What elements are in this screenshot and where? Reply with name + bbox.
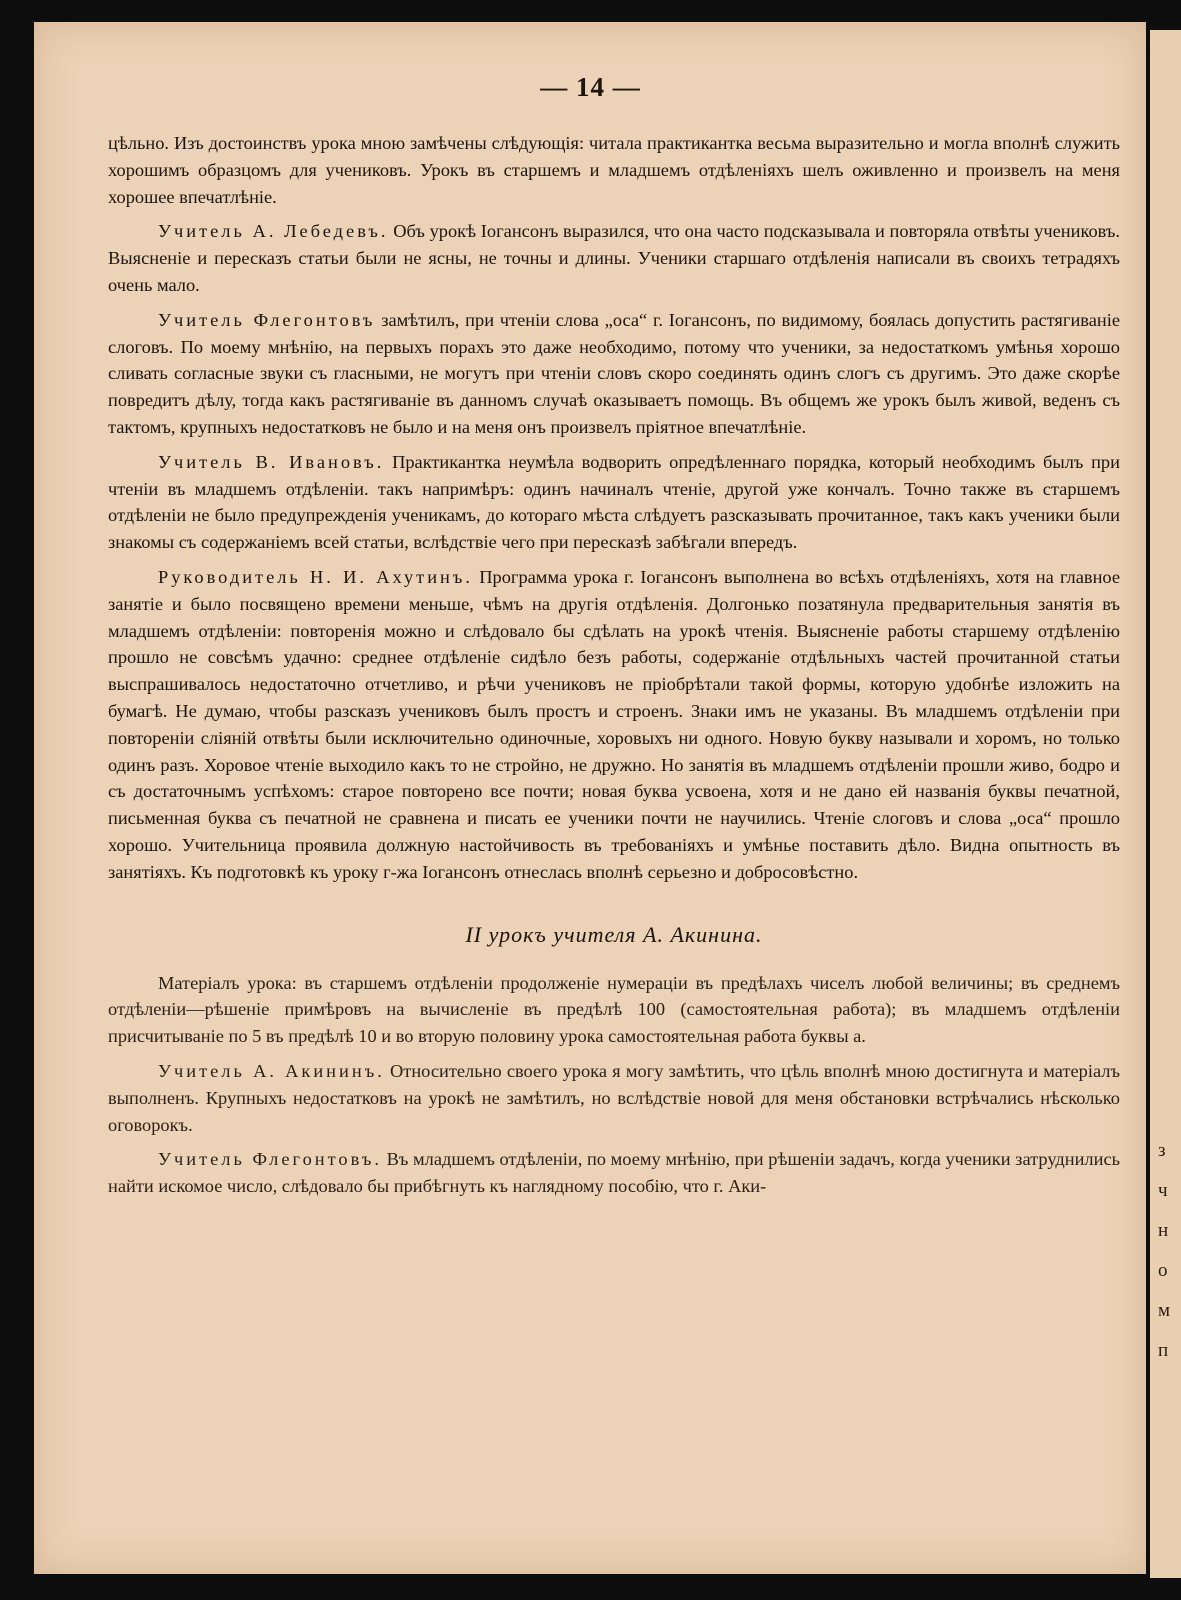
paragraph — [108, 1058, 1120, 1138]
adjacent-page-edge — [1150, 30, 1181, 1578]
edge-letter: з — [1158, 1140, 1166, 1161]
paragraph — [108, 1146, 1120, 1200]
paragraph — [108, 307, 1120, 441]
paragraph-text: Относительно своего урока я могу замѣтить, что цѣль вполнѣ мною достигнута и матеріалъ выполненъ. Крупныхъ недостатковъ на урокѣ не замѣтилъ, но вслѣдствіе новой для меня обстановки встрѣчались нѣсколько оговорокъ. — [108, 1060, 1120, 1135]
speaker-name: Учитель В. Ивановъ. — [158, 451, 385, 472]
section-body — [108, 970, 1120, 1200]
speaker-name: Учитель А. Акининъ. — [158, 1060, 385, 1081]
paragraph-text: цѣльно. Изъ достоинствъ урока мною замѣчены слѣдующія: читала практикантка весьма выразительно и могла вполнѣ служить хорошимъ образцомъ для учениковъ. Урокъ въ старшемъ и младшемъ отдѣленіяхъ шелъ оживленно и произвелъ на меня хорошее впечатлѣніе. — [108, 133, 1120, 207]
paragraph — [108, 130, 1120, 210]
edge-letter: о — [1158, 1260, 1168, 1281]
page-number: — 14 — — [540, 72, 641, 102]
page-body — [108, 130, 1120, 1208]
edge-letter: ч — [1158, 1180, 1168, 1201]
speaker-name: Учитель Флегонтовъ — [158, 309, 376, 330]
paragraph — [108, 218, 1120, 298]
edge-letter: м — [1158, 1300, 1171, 1321]
speaker-name: Учитель А. Лебедевъ. — [158, 221, 389, 242]
speaker-name: Учитель Флегонтовъ. — [158, 1149, 382, 1170]
edge-letter: н — [1158, 1220, 1169, 1241]
paragraph-text: Программа урока г. Іогансонъ выполнена во всѣхъ отдѣленіяхъ, хотя на главное занятіе и было посвящено времени меньше, чѣмъ на другія отдѣленія. Долгонько позатянула предварительныя занятія въ младшемъ отдѣленіи: повторенія можно и слѣдовало бы сдѣлать на урокѣ чтенія. Выясненіе работы старшему отдѣленію прошло не совсѣмъ удачно: среднее отдѣленіе сидѣло безъ работы, содержаніе отдѣльныхъ частей прочитанной статьи выспрашивалось недостаточно отчетливо, и рѣчи учениковъ не пріобрѣтали такой формы, которую удобнѣе изложить на бумагѣ. Не думаю, чтобы разсказъ учениковъ былъ простъ и строенъ. Знаки имъ не указаны. Въ младшемъ отдѣленіи при повтореніи сліяній отвѣты были исключительно одиночные, хоровыхъ ни одного. Новую букву называли и хоромъ, но только одинъ разъ. Хоровое чтеніе выходило какъ то не стройно, не дружно. Но занятія въ младшемъ отдѣленіи прошли живо, бодро и съ достаточнымъ успѣхомъ: старое повторено все почти; новая буква усвоена, хотя и не дано ей названія буквы печатной, письменная буква съ печатной не сравнена и писать ее ученики почти не научились. Чтеніе слоговъ и слова „оса“ прошло хорошо. Учительница проявила должную настойчивость въ требованіяхъ и умѣнье поставить дѣло. Видна опытность въ занятіяхъ. Къ подготовкѣ къ уроку г-жа Іогансонъ отнеслась вполнѣ серьезно и добросовѣстно. — [108, 566, 1121, 882]
paragraph — [108, 970, 1120, 1050]
paragraph-text: Матеріалъ урока: въ старшемъ отдѣленіи продолженіе нумераціи въ предѣлахъ чиселъ любой величины; въ среднемъ отдѣленіи—рѣшеніе примѣровъ на вычисленіе въ предѣлѣ 100 (самостоятельная работа); въ младшемъ отдѣленіи присчитываніе по 5 въ предѣлѣ 10 и во вторую половину урока самостоятельная работа буквы а. — [108, 972, 1120, 1047]
speaker-name: Руководитель Н. И. Ахутинъ. — [158, 566, 474, 587]
paragraph — [108, 564, 1120, 886]
paragraph-text: замѣтилъ, при чтеніи слова „оса“ г. Іогансонъ, по видимому, боялась допустить растягиваніе слоговъ. По моему мнѣнію, на первыхъ порахъ это даже необходимо, потому что ученики, за недостаткомъ умѣнья хорошо сливать согласные звуки съ гласными, не могутъ при чтеніи словъ скоро соединять одинъ слогъ съ другимъ. Это даже скорѣе повредитъ дѣлу, тогда какъ растягиваніе въ данномъ случаѣ оказываетъ помощь. Въ общемъ же урокъ былъ живой, веденъ съ тактомъ, крупныхъ недостатковъ не было и на меня онъ произвелъ пріятное впечатлѣніе. — [108, 309, 1120, 437]
section-heading: II урокъ учителя А. Акинина. — [465, 921, 763, 947]
paragraph — [108, 449, 1120, 556]
paragraph-text: Объ урокѣ Іогансонъ выразился, что она часто подсказывала и повторяла отвѣты учениковъ. Выясненіе и пересказъ статьи были не ясны, не точны и длины. Ученики старшаго отдѣленія написали въ своихъ тетрадяхъ очень мало. — [108, 221, 1120, 295]
edge-letter: п — [1158, 1340, 1169, 1361]
paragraph-text: Практикантка неумѣла водворить опредѣленнаго порядка, который необходимъ былъ при чтеніи въ младшемъ отдѣленіи. такъ напримѣръ: одинъ начиналъ чтеніе, другой уже кончалъ. Точно также въ старшемъ отдѣленіи не было предупрежденія ученикамъ, до котораго мѣста слѣдуетъ разсказывать прочитанное, такъ какъ ученики были знакомы съ содержаніемъ всей статьи, вслѣдствіе чего при пересказѣ забѣгали впередъ. — [108, 451, 1120, 553]
paragraph-text: Въ младшемъ отдѣленіи, по моему мнѣнію, при рѣшеніи задачъ, когда ученики затруднились найти искомое число, слѣдовало бы прибѣгнуть къ наглядному пособію, что г. Аки- — [108, 1149, 1120, 1197]
